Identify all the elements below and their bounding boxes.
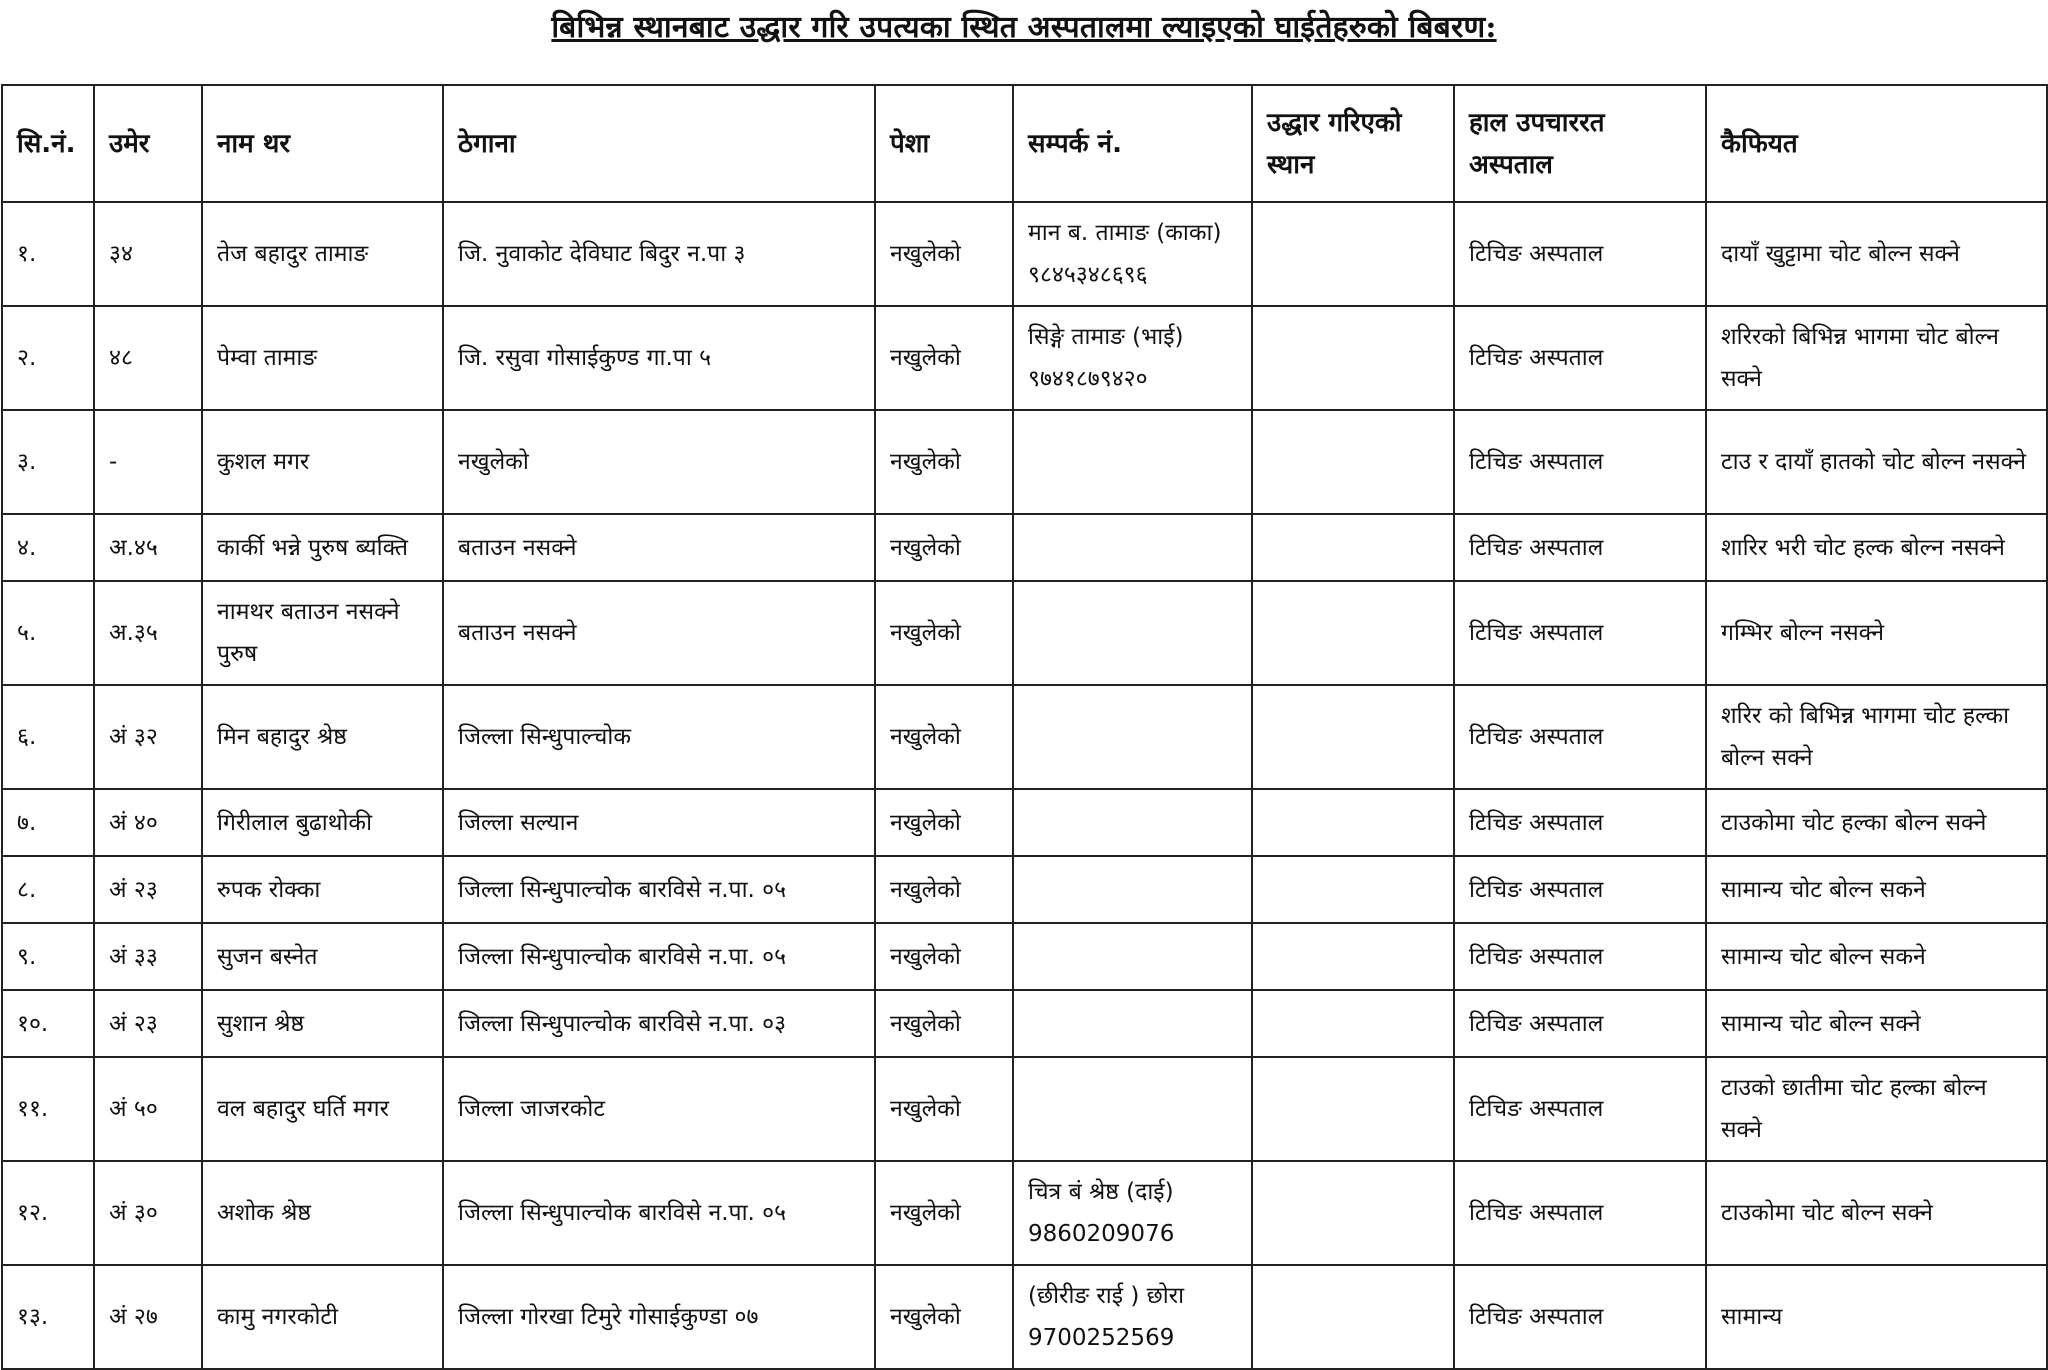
cell-name: मिन बहादुर श्रेष्ठ [202, 685, 443, 789]
contact-phone: 9700252569 [1028, 1325, 1175, 1351]
cell-age: अं ३२ [94, 685, 202, 789]
table-row [2, 990, 2047, 1057]
cell-remarks: सामान्य [1706, 1265, 2047, 1369]
cell-age: अं ३० [94, 1161, 202, 1265]
cell-serial: १२. [2, 1161, 94, 1265]
cell-hospital: टिचिङ अस्पताल [1454, 789, 1706, 856]
cell-contact [1013, 789, 1252, 856]
table-row [2, 1161, 2047, 1265]
cell-address: जिल्ला सिन्धुपाल्चोक [443, 685, 875, 789]
cell-address: जिल्ला जाजरकोट [443, 1057, 875, 1161]
col-header-contact: सम्पर्क नं. [1013, 85, 1252, 202]
cell-address: जिल्ला सिन्धुपाल्चोक बारविसे न.पा. ०५ [443, 923, 875, 990]
cell-serial: १. [2, 202, 94, 306]
cell-name: रुपक रोक्का [202, 856, 443, 923]
cell-age: अं ४० [94, 789, 202, 856]
col-header-name: नाम थर [202, 85, 443, 202]
cell-age: अ.३५ [94, 581, 202, 685]
cell-name: वल बहादुर घर्ति मगर [202, 1057, 443, 1161]
contact-name: (छीरीङ राई ) छोरा [1028, 1283, 1185, 1309]
table-row [2, 923, 2047, 990]
cell-serial: ११. [2, 1057, 94, 1161]
contact-phone: ९७४१८७९४२० [1028, 366, 1148, 392]
cell-age: अं २७ [94, 1265, 202, 1369]
cell-name: कुशल मगर [202, 410, 443, 514]
cell-name: तेज बहादुर तामाङ [202, 202, 443, 306]
cell-remarks: सामान्य चोट बोल्न सकने [1706, 856, 2047, 923]
cell-age: अं ५० [94, 1057, 202, 1161]
cell-hospital: टिचिङ अस्पताल [1454, 1161, 1706, 1265]
cell-serial: १०. [2, 990, 94, 1057]
col-header-rescue-place: उद्धार गरिएको स्थान [1252, 85, 1454, 202]
cell-rescue-place [1252, 1057, 1454, 1161]
cell-rescue-place [1252, 923, 1454, 990]
cell-remarks: शारिर भरी चोट हल्क बोल्न नसक्ने [1706, 514, 2047, 581]
cell-remarks: गम्भिर बोल्न नसक्ने [1706, 581, 2047, 685]
cell-age: अं ३३ [94, 923, 202, 990]
cell-age: अं २३ [94, 856, 202, 923]
cell-hospital: टिचिङ अस्पताल [1454, 856, 1706, 923]
cell-name: अशोक श्रेष्ठ [202, 1161, 443, 1265]
cell-occupation: नखुलेको [875, 1265, 1013, 1369]
cell-rescue-place [1252, 410, 1454, 514]
cell-address: बताउन नसक्ने [443, 581, 875, 685]
cell-occupation: नखुलेको [875, 306, 1013, 410]
cell-remarks: शरिर को बिभिन्न भागमा चोट हल्का बोल्न सक्ने [1706, 685, 2047, 789]
cell-rescue-place [1252, 789, 1454, 856]
cell-hospital: टिचिङ अस्पताल [1454, 306, 1706, 410]
injured-list-table [1, 84, 2048, 1370]
cell-address: जिल्ला सिन्धुपाल्चोक बारविसे न.पा. ०३ [443, 990, 875, 1057]
contact-phone: ९८४५३४८६९६ [1028, 262, 1148, 288]
table-row [2, 789, 2047, 856]
cell-contact [1013, 1161, 1252, 1265]
cell-contact [1013, 514, 1252, 581]
cell-serial: १३. [2, 1265, 94, 1369]
cell-contact [1013, 685, 1252, 789]
cell-hospital: टिचिङ अस्पताल [1454, 923, 1706, 990]
cell-address: जि. रसुवा गोसाईकुण्ड गा.पा ५ [443, 306, 875, 410]
cell-occupation: नखुलेको [875, 990, 1013, 1057]
cell-occupation: नखुलेको [875, 923, 1013, 990]
cell-remarks: दायाँ खुट्टामा चोट बोल्न सक्ने [1706, 202, 2047, 306]
cell-hospital: टिचिङ अस्पताल [1454, 685, 1706, 789]
cell-remarks: सामान्य चोट बोल्न सकने [1706, 923, 2047, 990]
contact-name: सिङ्गे तामाङ (भाई) [1028, 324, 1184, 350]
table-row [2, 202, 2047, 306]
table-row [2, 514, 2047, 581]
table-row [2, 581, 2047, 685]
cell-address: नखुलेको [443, 410, 875, 514]
col-header-serial: सि.नं. [2, 85, 94, 202]
cell-serial: ८. [2, 856, 94, 923]
cell-rescue-place [1252, 685, 1454, 789]
cell-occupation: नखुलेको [875, 202, 1013, 306]
col-header-remarks: कैफियत [1706, 85, 2047, 202]
table-row [2, 410, 2047, 514]
cell-serial: ९. [2, 923, 94, 990]
col-header-hospital: हाल उपचाररत अस्पताल [1454, 85, 1706, 202]
cell-name: गिरीलाल बुढाथोकी [202, 789, 443, 856]
table-row [2, 306, 2047, 410]
cell-contact [1013, 202, 1252, 306]
cell-remarks: टाउकोमा चोट बोल्न सक्ने [1706, 1161, 2047, 1265]
page-title: बिभिन्न स्थानबाट उद्धार गरि उपत्यका स्थित अस्पतालमा ल्याइएको घाईतेहरुको बिबरण: [551, 10, 1497, 45]
cell-remarks: सामान्य चोट बोल्न सक्ने [1706, 990, 2047, 1057]
cell-name: कार्की भन्ने पुरुष ब्यक्ति [202, 514, 443, 581]
cell-occupation: नखुलेको [875, 514, 1013, 581]
cell-occupation: नखुलेको [875, 1057, 1013, 1161]
cell-contact [1013, 990, 1252, 1057]
cell-contact [1013, 923, 1252, 990]
cell-occupation: नखुलेको [875, 410, 1013, 514]
cell-age: ३४ [94, 202, 202, 306]
cell-hospital: टिचिङ अस्पताल [1454, 990, 1706, 1057]
cell-address: बताउन नसक्ने [443, 514, 875, 581]
cell-serial: ४. [2, 514, 94, 581]
cell-address: जिल्ला सिन्धुपाल्चोक बारविसे न.पा. ०५ [443, 1161, 875, 1265]
table-header-row [2, 85, 2047, 202]
cell-hospital: टिचिङ अस्पताल [1454, 202, 1706, 306]
cell-hospital: टिचिङ अस्पताल [1454, 1057, 1706, 1161]
cell-hospital: टिचिङ अस्पताल [1454, 1265, 1706, 1369]
cell-name: पेम्वा तामाङ [202, 306, 443, 410]
table-row [2, 1057, 2047, 1161]
cell-rescue-place [1252, 514, 1454, 581]
cell-contact [1013, 1265, 1252, 1369]
cell-contact [1013, 581, 1252, 685]
cell-rescue-place [1252, 1265, 1454, 1369]
cell-name: नामथर बताउन नसक्ने पुरुष [202, 581, 443, 685]
cell-hospital: टिचिङ अस्पताल [1454, 410, 1706, 514]
cell-hospital: टिचिङ अस्पताल [1454, 581, 1706, 685]
cell-remarks: टाउ र दायाँ हातको चोट बोल्न नसक्ने [1706, 410, 2047, 514]
cell-name: कामु नगरकोटी [202, 1265, 443, 1369]
cell-hospital: टिचिङ अस्पताल [1454, 514, 1706, 581]
contact-name: चित्र बं श्रेष्ठ (दाई) [1028, 1179, 1174, 1205]
cell-name: सुशान श्रेष्ठ [202, 990, 443, 1057]
col-header-address: ठेगाना [443, 85, 875, 202]
cell-occupation: नखुलेको [875, 856, 1013, 923]
cell-contact [1013, 1057, 1252, 1161]
cell-occupation: नखुलेको [875, 789, 1013, 856]
cell-serial: ५. [2, 581, 94, 685]
table-row [2, 856, 2047, 923]
cell-name: सुजन बस्नेत [202, 923, 443, 990]
cell-rescue-place [1252, 856, 1454, 923]
cell-contact [1013, 306, 1252, 410]
cell-serial: २. [2, 306, 94, 410]
cell-serial: ७. [2, 789, 94, 856]
cell-address: जिल्ला सल्यान [443, 789, 875, 856]
table-row [2, 685, 2047, 789]
cell-age: अं २३ [94, 990, 202, 1057]
cell-occupation: नखुलेको [875, 1161, 1013, 1265]
cell-age: अ.४५ [94, 514, 202, 581]
col-header-age: उमेर [94, 85, 202, 202]
cell-address: जिल्ला गोरखा टिमुरे गोसाईकुण्डा ०७ [443, 1265, 875, 1369]
cell-age: ४८ [94, 306, 202, 410]
cell-remarks: शरिरको बिभिन्न भागमा चोट बोल्न सक्ने [1706, 306, 2047, 410]
cell-age: - [94, 410, 202, 514]
cell-rescue-place [1252, 306, 1454, 410]
cell-rescue-place [1252, 581, 1454, 685]
col-header-occupation: पेशा [875, 85, 1013, 202]
cell-rescue-place [1252, 1161, 1454, 1265]
contact-phone: 9860209076 [1028, 1221, 1175, 1247]
cell-occupation: नखुलेको [875, 581, 1013, 685]
table-row [2, 1265, 2047, 1369]
cell-contact [1013, 410, 1252, 514]
cell-address: जि. नुवाकोट देविघाट बिदुर न.पा ३ [443, 202, 875, 306]
cell-remarks: टाउकोमा चोट हल्का बोल्न सक्ने [1706, 789, 2047, 856]
cell-rescue-place [1252, 990, 1454, 1057]
cell-serial: ६. [2, 685, 94, 789]
cell-contact [1013, 856, 1252, 923]
cell-address: जिल्ला सिन्धुपाल्चोक बारविसे न.पा. ०५ [443, 856, 875, 923]
cell-occupation: नखुलेको [875, 685, 1013, 789]
cell-serial: ३. [2, 410, 94, 514]
cell-remarks: टाउको छातीमा चोट हल्का बोल्न सक्ने [1706, 1057, 2047, 1161]
contact-name: मान ब. तामाङ (काका) [1028, 220, 1222, 246]
cell-rescue-place [1252, 202, 1454, 306]
